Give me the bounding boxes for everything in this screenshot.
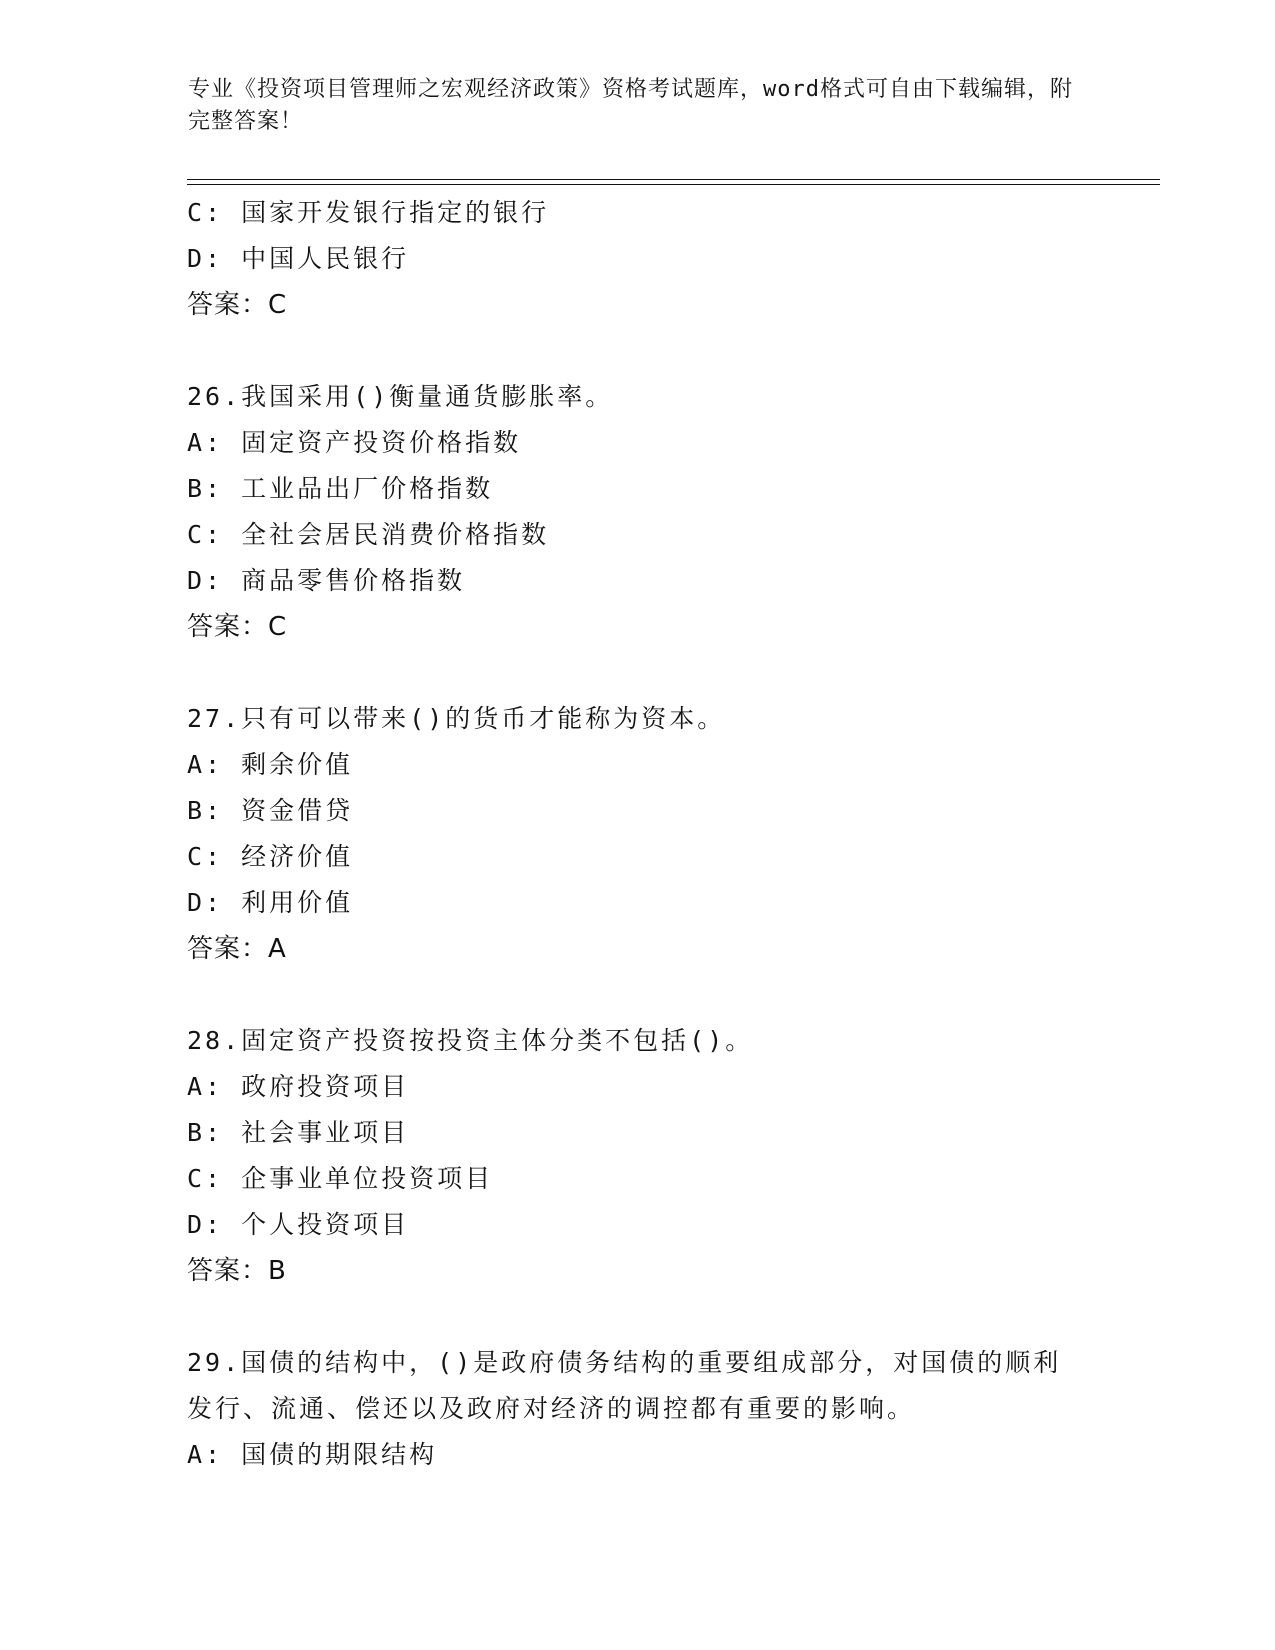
spacer	[187, 1294, 1087, 1340]
spacer	[187, 328, 1087, 374]
option-c: C: 全社会居民消费价格指数	[187, 520, 550, 549]
header-divider-top	[187, 179, 1160, 180]
option-c: C: 企事业单位投资项目	[187, 1164, 494, 1193]
option-a: A: 政府投资项目	[187, 1072, 410, 1101]
question-stem-26: 26.我国采用()衡量通货膨胀率。	[187, 382, 614, 411]
option-d: D: 中国人民银行	[187, 244, 410, 273]
question-stem-29-line1: 29.国债的结构中，()是政府债务结构的重要组成部分，对国债的顺利	[187, 1348, 1062, 1377]
header-text: 专业《投资项目管理师之宏观经济政策》资格考试题库，word格式可自由下载编辑，附完整答案！	[188, 77, 1073, 134]
header-divider-bottom	[187, 184, 1160, 185]
answer: 答案：B	[187, 1256, 287, 1286]
option-a: A: 剩余价值	[187, 750, 354, 779]
question-list	[187, 190, 1087, 1478]
document-header	[188, 74, 1088, 138]
option-a: A: 国债的期限结构	[187, 1440, 438, 1469]
option-b: B: 资金借贷	[187, 796, 354, 825]
answer: 答案：A	[187, 934, 287, 964]
option-d: D: 利用价值	[187, 888, 354, 917]
question-stem-29-line2: 发行、流通、偿还以及政府对经济的调控都有重要的影响。	[187, 1394, 916, 1423]
option-d: D: 个人投资项目	[187, 1210, 410, 1239]
answer: 答案：C	[187, 290, 288, 320]
answer: 答案：C	[187, 612, 288, 642]
option-c: C: 经济价值	[187, 842, 354, 871]
spacer	[187, 650, 1087, 696]
question-stem-27: 27.只有可以带来()的货币才能称为资本。	[187, 704, 726, 733]
option-b: B: 社会事业项目	[187, 1118, 410, 1147]
question-stem-28: 28.固定资产投资按投资主体分类不包括()。	[187, 1026, 754, 1055]
option-c: C: 国家开发银行指定的银行	[187, 198, 550, 227]
spacer	[187, 972, 1087, 1018]
option-b: B: 工业品出厂价格指数	[187, 474, 494, 503]
option-a: A: 固定资产投资价格指数	[187, 428, 522, 457]
option-d: D: 商品零售价格指数	[187, 566, 466, 595]
